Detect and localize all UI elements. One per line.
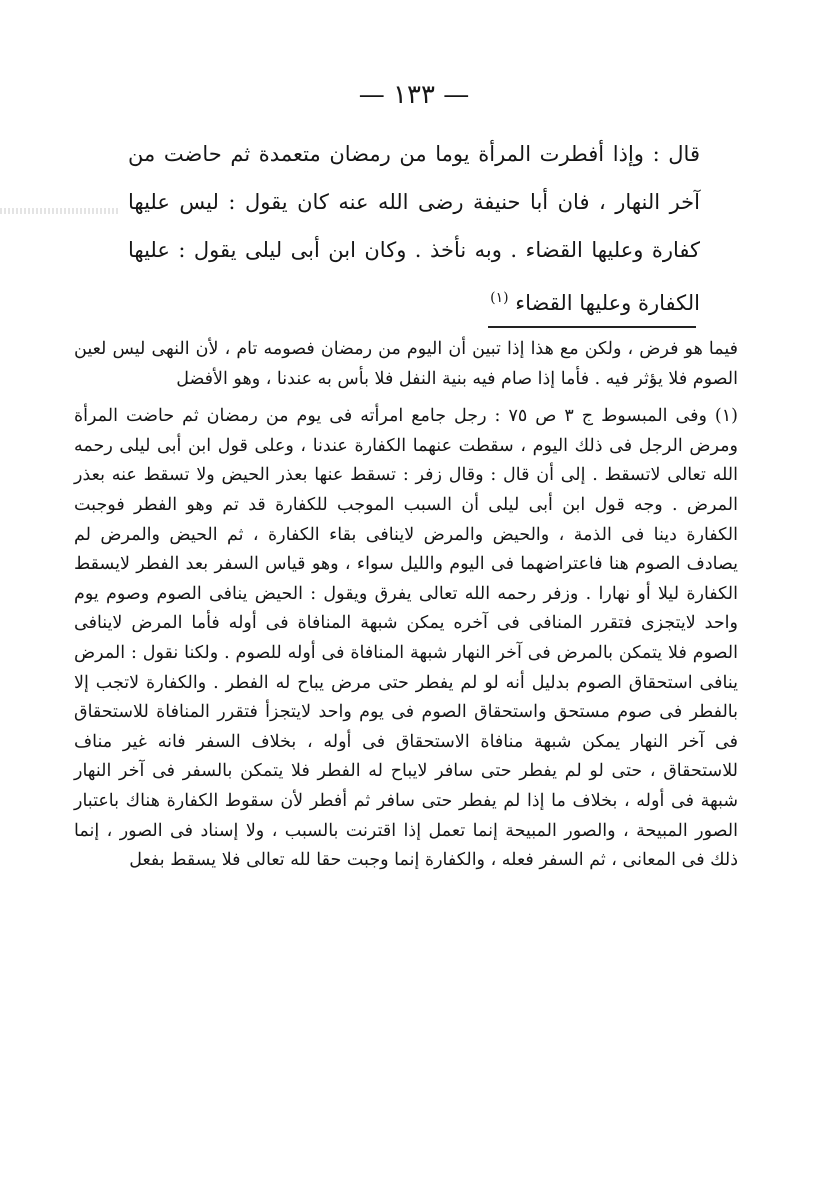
scan-artifact [0,208,118,214]
footnote-continuation: فيما هو فرض ، ولكن مع هذا إذا تبين أن اليوم من رمضان فصومه تام ، لأن النهى ليس لعين الصوم فلا يؤثر فيه . فأما إذا صام فيه بنية النفل فلا بأس به عندنا ، وهو الأفضل [74,339,738,389]
main-text-body: قال : وإذا أفطرت المرأة يوما من رمضان متعمدة ثم حاضت من آخر النهار ، فان أبا حنيفة رضى الله عنه كان يقول : ليس عليها كفارة وعليها القضاء . وبه نأخذ . وكان ابن أبى ليلى يقول : عليها الكفارة وعليها القضاء [128,142,700,315]
footnote-reference: (١) [490,290,509,306]
page-number: — ١٣٣ — [358,80,470,110]
footnote-divider [488,326,696,328]
footnote-1: (١) وفى المبسوط ج ٣ ص ٧٥ : رجل جامع امرأته فى يوم من رمضان ثم حاضت المرأة ومرض الرجل فى ذلك اليوم ، سقطت عنهما الكفارة عندنا ، وعلى قول ابن أبى ليلى رحمه الله تعالى لاتسقط . إلى أن قال : وقال زفر : تسقط عنها بعذر الحيض ولا تسقط عنه بعذر المرض . وجه قول ابن أبى ليلى أن السبب الموجب للكفارة قد تم وهو الفطر فوجبت الكفارة دينا فى الذمة ، والحيض والمرض لاينافى بقاء الكفارة ، ثم الحيض والمرض لم يصادف الصوم هنا فاعتراضهما فى اليوم والليل سواء ، وهو قياس السفر بعد الفطر لايسقط الكفارة ليلا أو نهارا . وزفر رحمه الله تعالى يفرق ويقول : الحيض ينافى الصوم وصوم يوم واحد لايتجزى فتقرر المنافى فى آخره يمكن شبهة المنافاة فى أوله فأما المرض لاينافى الصوم فلا يتمكن بالمرض فى آخر النهار شبهة المنافاة فى أوله للصوم . ولكنا نقول : المرض ينافى استحقاق الصوم بدليل أنه لو لم يفطر حتى مرض يباح له الفطر . والكفارة لاتجب إلا بالفطر فى صوم مستحق واستحقاق الصوم فى يوم واحد لايتجزأ فتقرر المنافاة للاستحقاق فى آخر النهار يمكن شبهة منافاة الاستحقاق فى أوله ، بخلاف السفر فانه غير مناف للاستحقاق ، حتى لو لم يفطر حتى سافر لايباح له الفطر فلا يتمكن بالسفر فى آخر النهار شبهة فى أوله ، بخلاف ما إذا لم يفطر حتى سافر ثم أفطر لأن سقوط الكفارة هناك باعتبار الصور المبيحة ، والصور المبيحة إنما تعمل إذا اقترنت بالسبب ، ولا إسناد فى الصور ، إنما ذلك فى المعانى ، ثم السفر فعله ، والكفارة إنما وجبت حقا لله تعالى فلا يسقط بفعل [74,406,738,871]
main-text [128,130,700,327]
footnotes-section [74,335,738,876]
